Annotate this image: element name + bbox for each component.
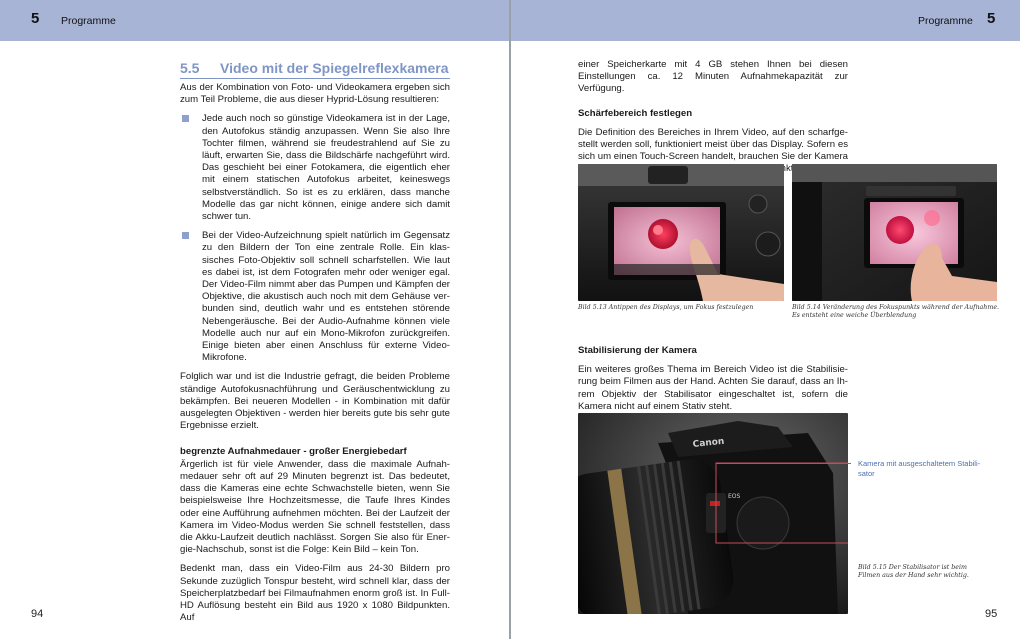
bullet-text: Jede auch noch so günstige Videokamera ist in der Lage, den Autofokus ständig anzupassen. Wenn Sie also Ihre Tochter filmen, während sie freudestrahlend auf Sie zu läuft, erwarten Sie, dass die Bildschärfe nachgeführt wird. Das geschieht bei einer Fotokamera, die eigentlich eher mit einem statischen Autofokus arbeitet, keineswegs selbstverständlich. So ist es zu erklären, dass manche Modelle das gar nicht können, einige andere sich damit schwer tun. — [202, 113, 450, 223]
left-page — [0, 0, 509, 639]
photo-focus-change — [792, 164, 997, 301]
right-page-header — [511, 0, 1020, 41]
bullet-item — [180, 230, 450, 364]
stabilization-paragraph: Ein weiteres großes Thema im Bereich Video ist die Stabilisierung beim Filmen aus der Hand. Achten Sie darauf, dass an Ihrem Objektiv der Stabilisator eingeschaltet ist, sofern die Kamera nicht auf einem Stativ steht. — [578, 364, 848, 412]
bullet-text: Bei der Video-Aufzeichnung spielt natürlich im Gegensatz zu den Bildern der Ton eine zentrale Rolle. Ein klassisches Foto-Objektiv soll schnell scharfstellen. Wie laut es dabei ist, ist dem Fotografen mehr oder weniger egal. Der Video-Film nimmt aber das Pumpen und Kämpfen der Objektive, die akustisch auch noch mit dem Gehäuse verbunden sind, deutlich wahr und es entstehen störende Nebengeräusche. Bei der Audio-Aufnahme können viele Modelle auch nur auf ein Mono-Mikrofon zurückgreifen. Einige bieten aber einen Anschluss für externe Video-Mikrofone. — [202, 230, 450, 364]
continued-paragraph: einer Speicherkarte mit 4 GB stehen Ihnen bei diesen Einstellungen ca. 12 Minuten Aufnahmekapazität zur Verfügung. — [578, 59, 848, 95]
right-body-bottom — [578, 345, 848, 420]
camera-lens-illustration — [578, 413, 848, 614]
left-page-header — [0, 0, 509, 41]
right-chapter-number: 5 — [987, 10, 996, 27]
sharpness-heading: Schärfebereich festlegen — [578, 107, 693, 119]
camera-display-illustration — [578, 164, 784, 301]
caption-5-14: Bild 5.14 Veränderung des Fokuspunkts während der Aufnahme. Es entsteht eine weiche Überblendung — [792, 304, 1000, 319]
industry-paragraph: Folglich war und ist die Industrie gefragt, die beiden Probleme ständige Autofokusnachführung und Geräuschentwicklung zu bekämpfen. Bei neueren Modellen - in Kombination mit dafür ausgelegten Objektiven - werden hier bereits gute bis sehr gute Ergebnisse erzielt. — [180, 371, 450, 432]
photo-touch-focus — [578, 164, 784, 301]
intro-paragraph: Aus der Kombination von Foto- und Videokamera ergeben sich zum Teil Probleme, die aus dieser Hyprid-Lösung resultieren: — [180, 82, 450, 106]
section-title — [180, 60, 450, 79]
left-chapter-number: 5 — [31, 10, 40, 27]
section-title-text: Video mit der Spiegelreflexkamera — [220, 60, 449, 76]
left-body — [180, 82, 450, 631]
left-page-number: 94 — [31, 608, 44, 620]
caption-5-15: Bild 5.15 Der Stabilisator ist beim Filmen aus der Hand sehr wichtig. — [858, 564, 969, 579]
right-chapter-title: Programme — [918, 15, 973, 27]
bullet-square-icon — [182, 115, 189, 122]
energy-subheading: begrenzte Aufnahmedauer - großer Energiebedarf — [180, 446, 407, 458]
stabilizer-annotation: Kamera mit ausgeschaltetem Stabilisator — [858, 459, 981, 478]
annotation-leader-line — [716, 463, 851, 464]
bullet-square-icon — [182, 232, 189, 239]
right-page — [511, 0, 1020, 639]
photo-camera-lens — [578, 413, 848, 614]
storage-paragraph: Bedenkt man, dass ein Video-Film aus 24-30 Bildern pro Sekunde zuzüglich Tonspur besteht, wird schnell klar, dass der Speicherplatzbedarf bei Filmaufnahmen enorm groß ist. In Full-HD Auflösung besteht ein Bild aus 1920 x 1080 Bildpunkten. Auf — [180, 563, 450, 624]
right-page-number: 95 — [985, 608, 998, 620]
camera-display-illustration — [792, 164, 997, 301]
camera-brand-label: Canon — [692, 436, 725, 450]
stabilization-heading: Stabilisierung der Kamera — [578, 345, 697, 356]
bullet-item — [180, 113, 450, 223]
left-chapter-title: Programme — [61, 15, 116, 27]
camera-model-label: EOS — [728, 493, 741, 500]
energy-paragraph: Ärgerlich ist für viele Anwender, dass die maximale Aufnahmedauer sehr oft auf 29 Minuten begrenzt ist. Das bedeutet, dass die Kameras eine echte Schwachstelle bieten, wenn Sie beispielsweise Ihre Hochzeitsmesse, die Taufe Ihres Kindes oder eine Aufführung aufnehmen möchten. Bei der Laufzeit der Kamera im Video-Modus werden Sie schnell feststellen, dass die Akku-Laufzeit deutlich nachlässt. Sorgen Sie also für Energie-Nachschub, sonst ist die Folge: Kein Bild – kein Ton. — [180, 458, 450, 556]
sharpness-paragraph: Die Definition des Bereiches in Ihrem Video, auf den scharfgestellt werden soll, funktioniert meist über das Display. Sofern es sich um einen Touch-Screen handelt, brauchen Sie der Kamera — [578, 126, 848, 163]
section-number: 5.5 — [180, 60, 200, 76]
caption-5-13: Bild 5.13 Antippen des Displays, um Fokus festzulegen — [578, 304, 754, 311]
